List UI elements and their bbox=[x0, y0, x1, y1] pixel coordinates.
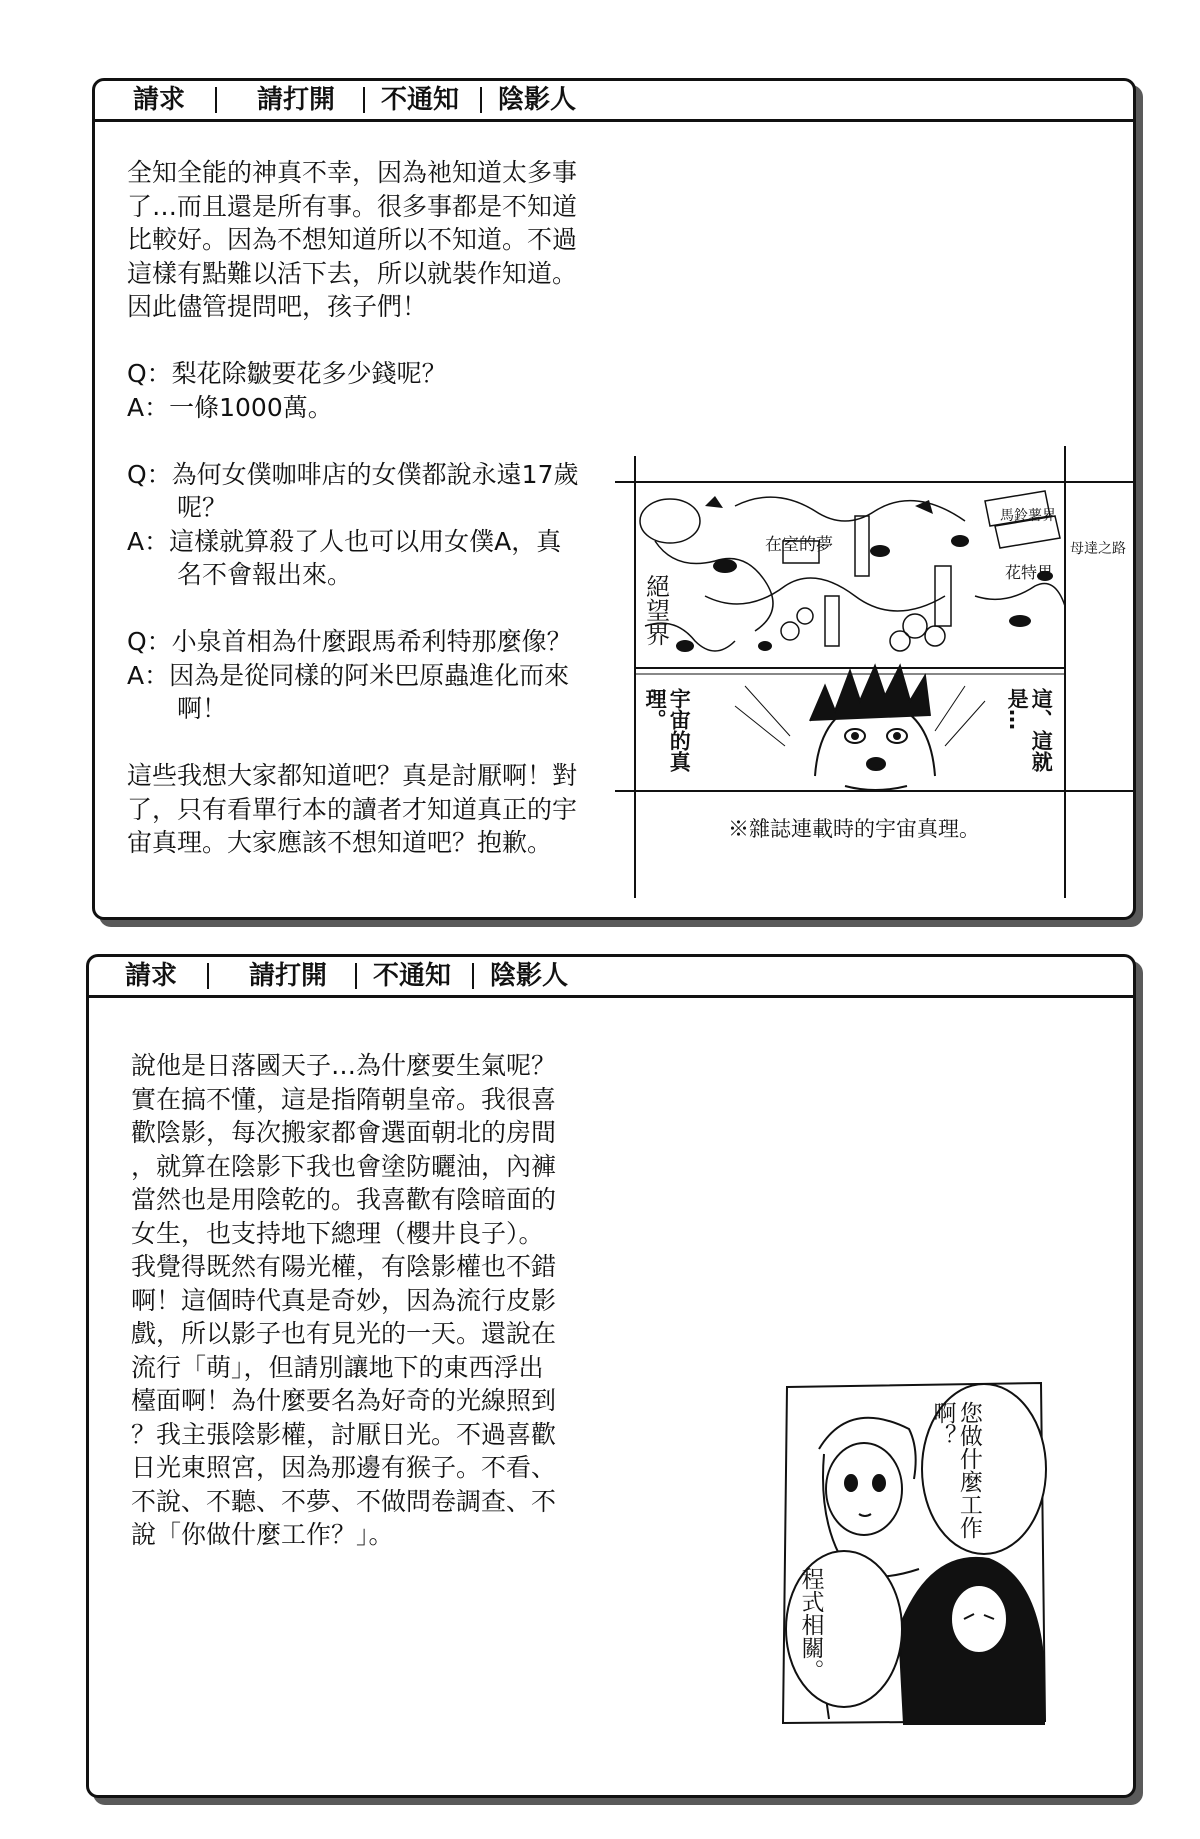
tab-request: 請求 bbox=[133, 85, 186, 115]
map-label: 馬鈴薯界 bbox=[1000, 508, 1056, 524]
divider bbox=[215, 87, 217, 113]
panel-header bbox=[89, 957, 1133, 998]
comic-caption: ※雜誌連載時的宇宙真理。 bbox=[728, 817, 980, 841]
universe-truth-comic bbox=[615, 446, 1135, 901]
tab-no-notify: 不通知 bbox=[373, 961, 452, 991]
map-label: 母達之路 bbox=[1070, 541, 1126, 557]
body-text: 說他是日落國天子…為什麼要生氣呢？ 實在搞不懂，這是指隋朝皇帝。我很喜 歡陰影，每次搬家都會選面朝北的房間 ，就算在陰影下我也會塗防曬油，內褲 當然也是用陰乾的。我喜歡有陰暗面的 女生，也支持地下總理（櫻井良子）。 我覺得既然有陽光權，有陰影權也不錯 啊！這個時代真是奇妙，因為流行皮影 戲，所以影子也有見光的一天。還說在 流行「萌」，但請別讓地下的東西浮出 檯面啊！為什麼要名為好奇的光線照到 ？我主張陰影權，討厭日光。不過喜歡 日光東照宮，因為那邊有猴子。不看、 不說、不聽、不夢、不做問卷調查、不 說「你做什麼工作？」。 bbox=[131, 1051, 557, 1549]
divider bbox=[363, 87, 365, 113]
divider bbox=[207, 963, 209, 989]
speech-bubble-question: 您做什麼工作啊？ bbox=[929, 1401, 982, 1539]
map-label: 在室的夢 bbox=[765, 535, 833, 555]
tab-shadow-person: 陰影人 bbox=[498, 85, 577, 115]
tab-shadow-person: 陰影人 bbox=[490, 961, 569, 991]
job-question-comic bbox=[779, 1379, 1049, 1727]
map-label: 絕望界 bbox=[641, 574, 670, 646]
speech-bubble-right: 這、這就是… bbox=[1005, 688, 1054, 772]
tab-open: 請打開 bbox=[249, 961, 328, 991]
tab-no-notify: 不通知 bbox=[381, 85, 460, 115]
speech-bubble-answer: 程式相關。 bbox=[797, 1567, 824, 1682]
tab-open: 請打開 bbox=[257, 85, 336, 115]
divider bbox=[480, 87, 482, 113]
divider bbox=[355, 963, 357, 989]
divider bbox=[472, 963, 474, 989]
body-text: 全知全能的神真不幸，因為祂知道太多事 了…而且還是所有事。很多事都是不知道 比較好。因為不想知道所以不知道。不過 這樣有點難以活下去，所以就裝作知道。 因此儘管提問吧，孩子們！ Q：梨花除皺要花多少錢呢？ A：一條1000萬。 Q：為何女僕咖啡店的女僕都說永遠17歲 呢？ A：這樣就算殺了人也可以用女僕A，真 名不會報出來。 Q：小泉首相為什麼跟馬希利特那麼像？ A：因為是從同樣的阿米巴原蟲進化而來 啊！ 這些我想大家都知道吧？真是討厭啊！對 了，只有看單行本的讀者才知道真正的宇 宙真理。大家應該不想知道吧？抱歉。 bbox=[127, 158, 579, 857]
panel-header bbox=[95, 81, 1133, 122]
speech-bubble-left: 宇宙的真理。 bbox=[643, 688, 692, 772]
map-label: 花特界 bbox=[1005, 563, 1054, 582]
question-panel-2 bbox=[86, 954, 1136, 1798]
tab-request: 請求 bbox=[125, 961, 178, 991]
question-panel-1 bbox=[92, 78, 1136, 920]
